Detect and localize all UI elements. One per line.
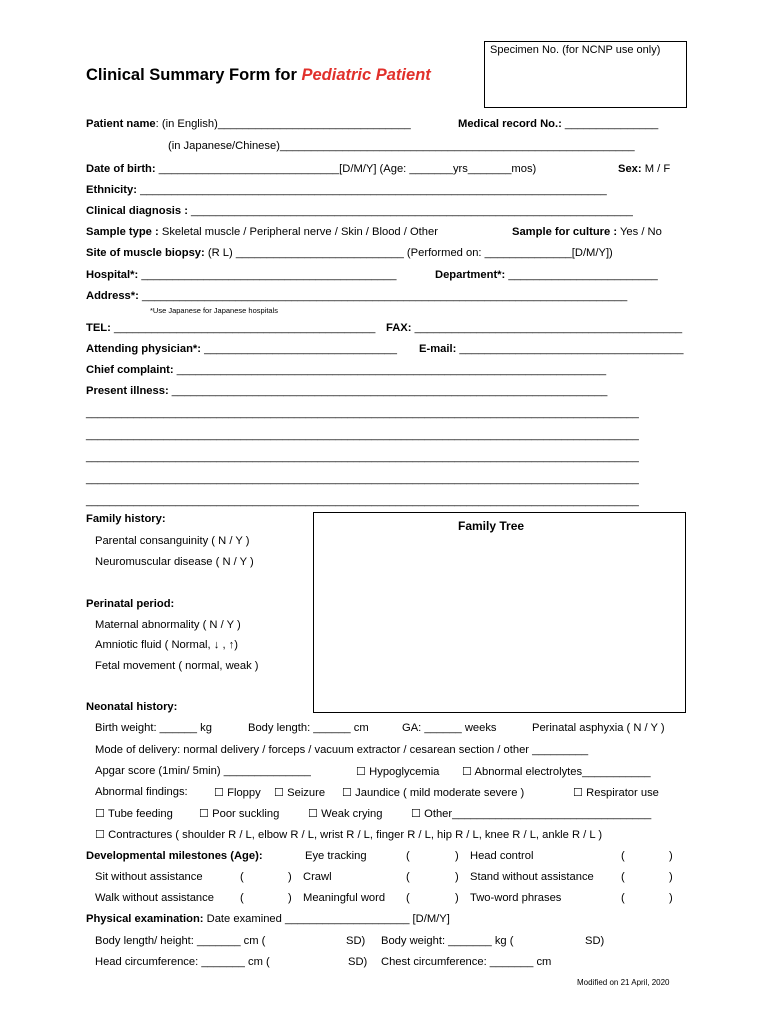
chief-complaint-field[interactable]: Chief complaint: _____________________________________________________________________ bbox=[86, 364, 607, 376]
head-control-label: Head control bbox=[470, 850, 534, 862]
respirator-check[interactable]: ☐ Respirator use bbox=[573, 787, 659, 799]
illness-line[interactable]: _____________________________________________________________________________________________ bbox=[86, 407, 639, 419]
chest-circ-field[interactable]: Chest circumference: _______ cm bbox=[381, 956, 552, 968]
illness-line[interactable]: _____________________________________________________________________________________________ bbox=[86, 495, 639, 507]
contractures-check[interactable]: ☐ Contractures ( shoulder R / L, elbow R / L, wrist R / L, finger R / L, hip R / L, knee R / L, ankle R / L ) bbox=[95, 829, 603, 841]
sample-type-field[interactable]: Sample type : Skeletal muscle / Peripheral nerve / Skin / Blood / Other bbox=[86, 226, 438, 238]
eye-tracking-open[interactable]: ( bbox=[406, 850, 410, 862]
phrases-close[interactable]: ) bbox=[669, 892, 673, 904]
patient-name-en-field[interactable]: Patient name: (in English)_______________________________ bbox=[86, 118, 411, 130]
title-prefix: Clinical Summary Form for bbox=[86, 66, 302, 84]
biopsy-field[interactable]: Site of muscle biopsy: (R L) ___________________________ (Performed on: ______________[D/M/Y]) bbox=[86, 247, 613, 259]
email-label: E-mail: bbox=[419, 343, 457, 355]
address-note: *Use Japanese for Japanese hospitals bbox=[150, 306, 278, 315]
electrolytes-check[interactable]: ☐ Abnormal electrolytes___________ bbox=[462, 766, 651, 778]
medical-record-field[interactable]: Medical record No.: _______________ bbox=[458, 118, 659, 130]
address-field[interactable]: Address*: ______________________________________________________________________________ bbox=[86, 290, 628, 302]
birth-weight-field[interactable]: Birth weight: ______ kg bbox=[95, 722, 212, 734]
department-label: Department*: bbox=[435, 269, 506, 281]
apgar-field[interactable]: Apgar score (1min/ 5min) ______________ bbox=[95, 765, 311, 777]
diagnosis-field[interactable]: Clinical diagnosis : _______________________________________________________________________ bbox=[86, 205, 633, 217]
word-close[interactable]: ) bbox=[455, 892, 459, 904]
family-tree-box[interactable] bbox=[313, 512, 686, 713]
checkbox-icon[interactable]: ☐ bbox=[308, 808, 319, 820]
checkbox-icon[interactable]: ☐ bbox=[274, 787, 285, 799]
sex-label: Sex: bbox=[618, 163, 642, 175]
weak-crying-check[interactable]: ☐ Weak crying bbox=[308, 808, 383, 820]
neonatal-heading: Neonatal history: bbox=[86, 701, 178, 713]
physical-exam-field[interactable]: Physical examination: Date examined ____________________ [D/M/Y] bbox=[86, 913, 450, 925]
fetal-item[interactable]: Fetal movement ( normal, weak ) bbox=[95, 660, 259, 672]
sit-close[interactable]: ) bbox=[288, 871, 292, 883]
stand-open[interactable]: ( bbox=[621, 871, 625, 883]
head-control-open[interactable]: ( bbox=[621, 850, 625, 862]
checkbox-icon[interactable]: ☐ bbox=[342, 787, 353, 799]
footer-modified: Modified on 21 April, 2020 bbox=[577, 978, 670, 987]
eye-tracking-close[interactable]: ) bbox=[455, 850, 459, 862]
perinatal-heading: Perinatal period: bbox=[86, 598, 175, 610]
physician-field[interactable]: Attending physician*: _______________________________ bbox=[86, 343, 397, 355]
body-weight-sd[interactable]: SD) bbox=[585, 935, 605, 947]
consanguinity-item[interactable]: Parental consanguinity ( N / Y ) bbox=[95, 535, 250, 547]
poor-suckling-check[interactable]: ☐ Poor suckling bbox=[199, 808, 280, 820]
body-height-field[interactable]: Body length/ height: _______ cm ( bbox=[95, 935, 266, 947]
biopsy-label: Site of muscle biopsy: bbox=[86, 247, 205, 259]
hospital-field[interactable]: Hospital*: _________________________________________ bbox=[86, 269, 397, 281]
milestones-heading: Developmental milestones (Age): bbox=[86, 850, 263, 862]
body-height-sd[interactable]: SD) bbox=[346, 935, 366, 947]
arrow-down-icon: ↓ bbox=[213, 639, 220, 651]
jaundice-check[interactable]: ☐ Jaundice ( mild moderate severe ) bbox=[342, 787, 525, 799]
checkbox-icon[interactable]: ☐ bbox=[356, 766, 367, 778]
tel-field[interactable]: TEL: __________________________________________ bbox=[86, 322, 376, 334]
eye-tracking-label: Eye tracking bbox=[305, 850, 367, 862]
asphyxia-field[interactable]: Perinatal asphyxia ( N / Y ) bbox=[532, 722, 665, 734]
diagnosis-label: Clinical diagnosis : bbox=[86, 205, 188, 217]
page-title bbox=[86, 66, 431, 85]
dob-label: Date of birth: bbox=[86, 163, 156, 175]
checkbox-icon[interactable]: ☐ bbox=[95, 808, 106, 820]
checkbox-icon[interactable]: ☐ bbox=[199, 808, 210, 820]
sit-label: Sit without assistance bbox=[95, 871, 203, 883]
ethnicity-label: Ethnicity: bbox=[86, 184, 137, 196]
hypoglycemia-check[interactable]: ☐ Hypoglycemia bbox=[356, 766, 440, 778]
word-open[interactable]: ( bbox=[406, 892, 410, 904]
arrow-up-icon: ↑ bbox=[228, 639, 235, 651]
sample-type-label: Sample type : bbox=[86, 226, 159, 238]
head-control-close[interactable]: ) bbox=[669, 850, 673, 862]
sit-open[interactable]: ( bbox=[240, 871, 244, 883]
checkbox-icon[interactable]: ☐ bbox=[573, 787, 584, 799]
head-circ-sd[interactable]: SD) bbox=[348, 956, 368, 968]
fax-label: FAX: bbox=[386, 322, 412, 334]
head-circ-field[interactable]: Head circumference: _______ cm ( bbox=[95, 956, 270, 968]
phrases-label: Two-word phrases bbox=[470, 892, 562, 904]
illness-line[interactable]: _____________________________________________________________________________________________ bbox=[86, 451, 639, 463]
maternal-item[interactable]: Maternal abnormality ( N / Y ) bbox=[95, 619, 241, 631]
patient-name-jp-field[interactable]: (in Japanese/Chinese)_________________________________________________________ bbox=[168, 140, 635, 152]
illness-line[interactable]: _____________________________________________________________________________________________ bbox=[86, 429, 639, 441]
title-highlight: Pediatric Patient bbox=[301, 66, 431, 84]
ethnicity-field[interactable]: Ethnicity: ___________________________________________________________________________ bbox=[86, 184, 607, 196]
dob-field[interactable]: Date of birth: _____________________________[D/M/Y] (Age: _______yrs_______mos) bbox=[86, 163, 537, 175]
amniotic-item[interactable]: Amniotic fluid ( Normal, ↓ , ↑) bbox=[95, 639, 238, 651]
present-illness-field[interactable]: Present illness: ______________________________________________________________________ bbox=[86, 385, 608, 397]
department-field[interactable]: Department*: ________________________ bbox=[435, 269, 658, 281]
family-history-heading: Family history: bbox=[86, 513, 166, 525]
word-label: Meaningful word bbox=[303, 892, 386, 904]
delivery-field[interactable]: Mode of delivery: normal delivery / forceps / vacuum extractor / cesarean section / other _________ bbox=[95, 744, 589, 756]
checkbox-icon[interactable]: ☐ bbox=[462, 766, 473, 778]
stand-label: Stand without assistance bbox=[470, 871, 594, 883]
neuromuscular-item[interactable]: Neuromuscular disease ( N / Y ) bbox=[95, 556, 254, 568]
abnormal-findings-label: Abnormal findings: bbox=[95, 786, 188, 798]
checkbox-icon[interactable]: ☐ bbox=[95, 829, 106, 841]
physician-label: Attending physician*: bbox=[86, 343, 201, 355]
stand-close[interactable]: ) bbox=[669, 871, 673, 883]
medical-record-label: Medical record No.: bbox=[458, 118, 562, 130]
crawl-label: Crawl bbox=[303, 871, 332, 883]
present-illness-label: Present illness: bbox=[86, 385, 169, 397]
crawl-open[interactable]: ( bbox=[406, 871, 410, 883]
sex-field[interactable]: Sex: M / F bbox=[618, 163, 671, 175]
tel-label: TEL: bbox=[86, 322, 111, 334]
patient-name-label: Patient name bbox=[86, 118, 156, 130]
illness-line[interactable]: _____________________________________________________________________________________________ bbox=[86, 473, 639, 485]
address-label: Address*: bbox=[86, 290, 139, 302]
walk-close[interactable]: ) bbox=[288, 892, 292, 904]
email-field[interactable]: E-mail: ____________________________________ bbox=[419, 343, 684, 355]
floppy-check[interactable]: ☐ Floppy bbox=[214, 787, 261, 799]
specimen-label: Specimen No. (for NCNP use only) bbox=[490, 44, 661, 56]
walk-label: Walk without assistance bbox=[95, 892, 214, 904]
fax-field[interactable]: FAX: ___________________________________________ bbox=[386, 322, 683, 334]
tube-feeding-check[interactable]: ☐ Tube feeding bbox=[95, 808, 173, 820]
sample-culture-label: Sample for culture : bbox=[512, 226, 618, 238]
ga-field[interactable]: GA: ______ weeks bbox=[402, 722, 497, 734]
phrases-open[interactable]: ( bbox=[621, 892, 625, 904]
family-tree-label: Family Tree bbox=[458, 519, 525, 533]
crawl-close[interactable]: ) bbox=[455, 871, 459, 883]
body-weight-field[interactable]: Body weight: _______ kg ( bbox=[381, 935, 514, 947]
checkbox-icon[interactable]: ☐ bbox=[214, 787, 225, 799]
walk-open[interactable]: ( bbox=[240, 892, 244, 904]
other-check[interactable]: ☐ Other________________________________ bbox=[411, 808, 652, 820]
checkbox-icon[interactable]: ☐ bbox=[411, 808, 422, 820]
chief-complaint-label: Chief complaint: bbox=[86, 364, 174, 376]
sample-culture-field[interactable]: Sample for culture : Yes / No bbox=[512, 226, 662, 238]
physical-exam-label: Physical examination: bbox=[86, 913, 204, 925]
body-length-field[interactable]: Body length: ______ cm bbox=[248, 722, 369, 734]
seizure-check[interactable]: ☐ Seizure bbox=[274, 787, 326, 799]
hospital-label: Hospital*: bbox=[86, 269, 139, 281]
